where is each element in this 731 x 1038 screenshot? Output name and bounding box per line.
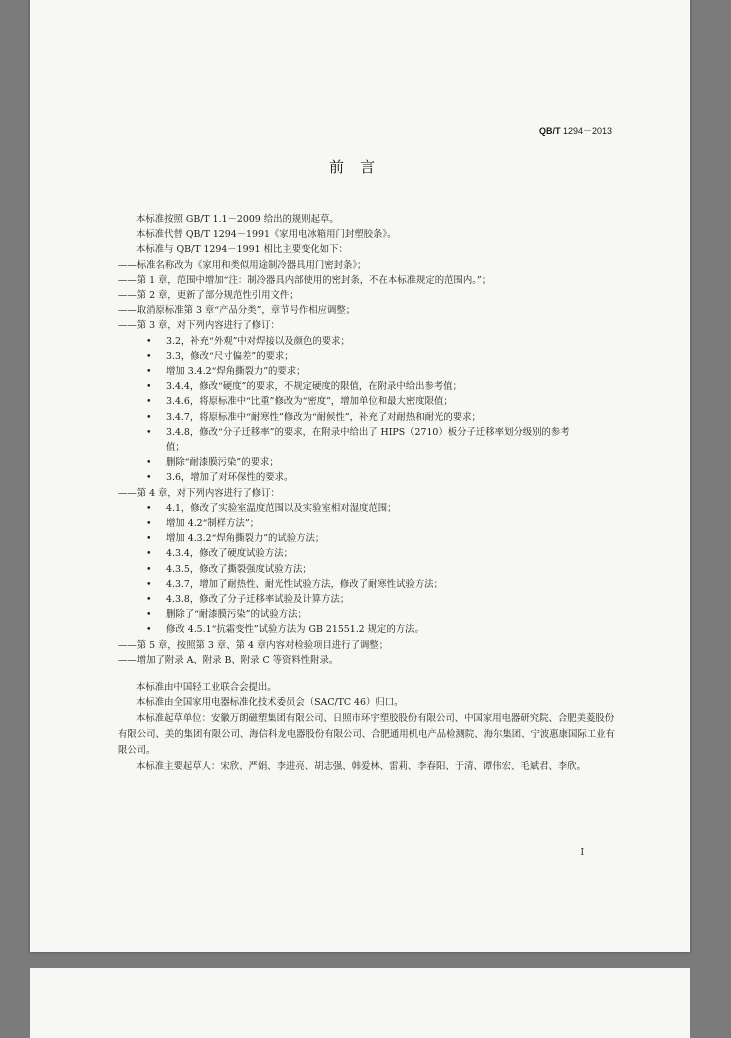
list-item: • 删除了“耐漆膜污染”的试验方法； xyxy=(166,607,618,622)
list-item: • 4.3.7，增加了耐热性、耐光性试验方法，修改了耐寒性试验方法； xyxy=(166,577,618,592)
change-item: ——增加了附录 A、附录 B、附录 C 等资料性附录。 xyxy=(118,654,339,666)
list-item: • 3.2，补充“外观”中对焊接以及颜色的要求； xyxy=(166,334,618,349)
standard-code xyxy=(539,124,612,137)
list-item: • 4.3.4，修改了硬度试验方法； xyxy=(166,546,618,561)
list-item: • 3.6，增加了对环保性的要求。 xyxy=(166,470,618,485)
page-title: 前言 xyxy=(328,158,391,176)
change-item: ——第 4 章，对下列内容进行了修订： xyxy=(118,487,280,499)
change-item: ——第 1 章，范围中增加“注：制冷器具内部使用的密封条，不在本标准规定的范围内。”； xyxy=(118,274,492,286)
standard-code-number: 1294－2013 xyxy=(560,126,612,136)
change-item: ——第 5 章，按照第 3 章、第 4 章内容对检验项目进行了调整； xyxy=(118,639,389,651)
change-item: ——第 2 章，更新了部分规范性引用文件； xyxy=(118,290,299,302)
chapter3-list xyxy=(118,334,618,486)
list-item: • 4.1，修改了实验室温度范围以及实验室相对湿度范围； xyxy=(166,501,618,516)
next-page xyxy=(30,968,690,1038)
list-item: • 增加 3.4.2“焊角撕裂力”的要求； xyxy=(166,364,618,379)
list-item: • 4.3.5，修改了撕裂强度试验方法； xyxy=(166,562,618,577)
list-item: • 增加 4.3.2“焊角撕裂力”的试验方法； xyxy=(166,531,618,546)
intro-line: 本标准按照 GB/T 1.1－2009 给出的规则起草。 xyxy=(136,214,339,225)
change-item: ——第 3 章，对下列内容进行了修订： xyxy=(118,320,280,332)
intro-line: 本标准代替 QB/T 1294－1991《家用电冰箱用门封塑胶条》。 xyxy=(136,229,397,241)
page-number: I xyxy=(580,848,584,858)
document-page xyxy=(30,0,690,952)
list-item: • 3.4.6，将原标准中“比重”修改为“密度”，增加单位和最大密度限值； xyxy=(166,394,618,409)
drafting-units: 本标准起草单位：安徽万朗磁塑集团有限公司、日照市环宇塑胶股份有限公司、中国家用电器研究院、合肥美菱股份有限公司、美的集团有限公司、海信科龙电器股份有限公司、合肥通用机电产品检测院、海尔集团、宁波惠康国际工业有限公司。 xyxy=(118,712,615,756)
standard-code-prefix: QB/T xyxy=(538,126,561,136)
list-item: • 3.4.4，修改“硬度”的要求，不规定硬度的限值，在附录中给出参考值； xyxy=(166,379,618,394)
list-item: • 修改 4.5.1“抗霜变性”试验方法为 GB 21551.2 规定的方法。 xyxy=(166,622,618,637)
preface-body xyxy=(118,212,618,775)
list-item: • 增加 4.2“制样方法”； xyxy=(166,516,618,531)
closing-line: 本标准由中国轻工业联合会提出。 xyxy=(136,682,277,694)
change-item: ——取消原标准第 3 章“产品分类”，章节号作相应调整； xyxy=(118,305,356,317)
closing-line: 本标准由全国家用电器标准化技术委员会（SAC/TC 46）归口。 xyxy=(136,697,404,709)
spacer xyxy=(118,668,618,680)
list-item: • 删除“耐漆膜污染”的要求； xyxy=(166,455,618,470)
change-item: ——标准名称改为《家用和类似用途制冷器具用门密封条》； xyxy=(118,259,367,271)
list-item: • 4.3.8，修改了分子迁移率试验及计算方法； xyxy=(166,592,618,607)
list-item: • 3.4.7，将原标准中“耐寒性”修改为“耐候性”，补充了对耐热和耐光的要求； xyxy=(166,410,618,425)
chapter4-list xyxy=(118,501,618,638)
intro-line: 本标准与 QB/T 1294－1991 相比主要变化如下： xyxy=(136,244,348,256)
list-item: • 3.3，修改“尺寸偏差”的要求； xyxy=(166,349,618,364)
drafters: 本标准主要起草人：宋欣、严娟、李进亮、胡志强、韩爱林、雷莉、李春阳、于清、谭伟宏、毛斌君、李欣。 xyxy=(136,760,587,772)
list-item: • 3.4.8，修改“分子迁移率”的要求，在附录中给出了 HIPS（2710）板分子迁移率划分级别的参考值； xyxy=(166,425,586,455)
